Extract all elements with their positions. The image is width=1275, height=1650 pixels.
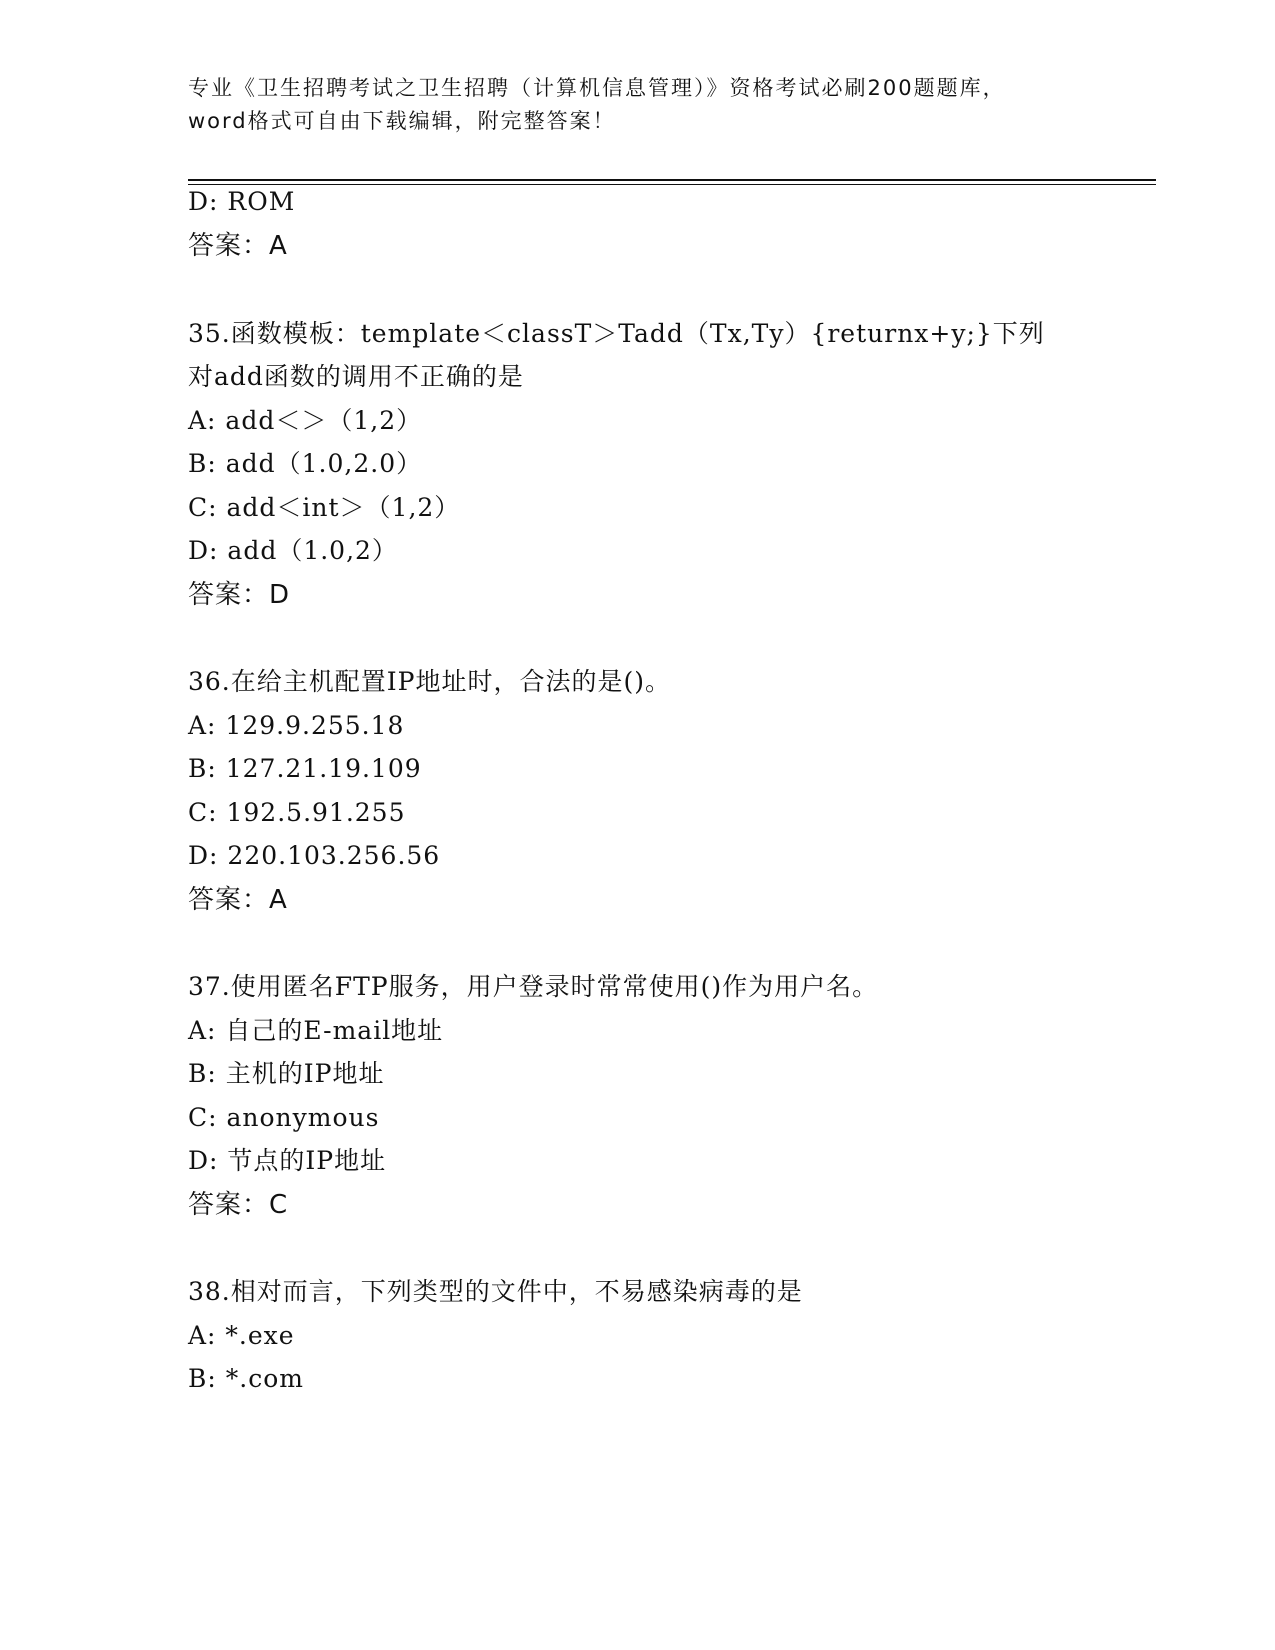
- q35-stem-line-2: 对add函数的调用不正确的是: [188, 362, 524, 391]
- q35-option-c: C: add＜int＞（1,2）: [188, 493, 461, 522]
- q38-stem: 38.相对而言，下列类型的文件中，不易感染病毒的是: [188, 1277, 803, 1306]
- q35-option-a: A: add＜＞（1,2）: [188, 406, 423, 435]
- q38-option-b: B: *.com: [188, 1364, 304, 1393]
- q37-option-d: D: 节点的IP地址: [188, 1146, 387, 1175]
- q36-option-a: A: 129.9.255.18: [188, 711, 405, 740]
- q36-option-c: C: 192.5.91.255: [188, 798, 406, 827]
- q37-stem: 37.使用匿名FTP服务，用户登录时常常使用()作为用户名。: [188, 972, 879, 1001]
- q35-option-d: D: add（1.0,2）: [188, 536, 398, 565]
- q37-option-c: C: anonymous: [188, 1103, 380, 1132]
- header-title-line-1: 专业《卫生招聘考试之卫生招聘（计算机信息管理）》资格考试必刷200题题库，: [188, 76, 1006, 100]
- q35-stem-line-1: 35.函数模板：template＜classT＞Tadd（Tx,Ty）{returnx+y;}下列: [188, 319, 1045, 348]
- q36-option-d: D: 220.103.256.56: [188, 841, 441, 870]
- document-header: [188, 72, 1088, 138]
- header-title-line-2: word格式可自由下载编辑，附完整答案！: [188, 109, 616, 133]
- q37-option-b: B: 主机的IP地址: [188, 1059, 385, 1088]
- q36-answer: 答案：A: [188, 885, 288, 915]
- carryover-option-d: D: ROM: [188, 187, 296, 216]
- q36-stem: 36.在给主机配置IP地址时，合法的是()。: [188, 667, 671, 696]
- q35-option-b: B: add（1.0,2.0）: [188, 449, 423, 478]
- q37-option-a: A: 自己的E-mail地址: [188, 1016, 444, 1045]
- q37-answer: 答案：C: [188, 1190, 289, 1220]
- q35-answer: 答案：D: [188, 580, 291, 610]
- q36-option-b: B: 127.21.19.109: [188, 754, 422, 783]
- q38-option-a: A: *.exe: [188, 1321, 295, 1350]
- carryover-answer: 答案：A: [188, 231, 288, 261]
- header-divider-thick: [188, 179, 1156, 181]
- header-divider-thin: [188, 184, 1156, 185]
